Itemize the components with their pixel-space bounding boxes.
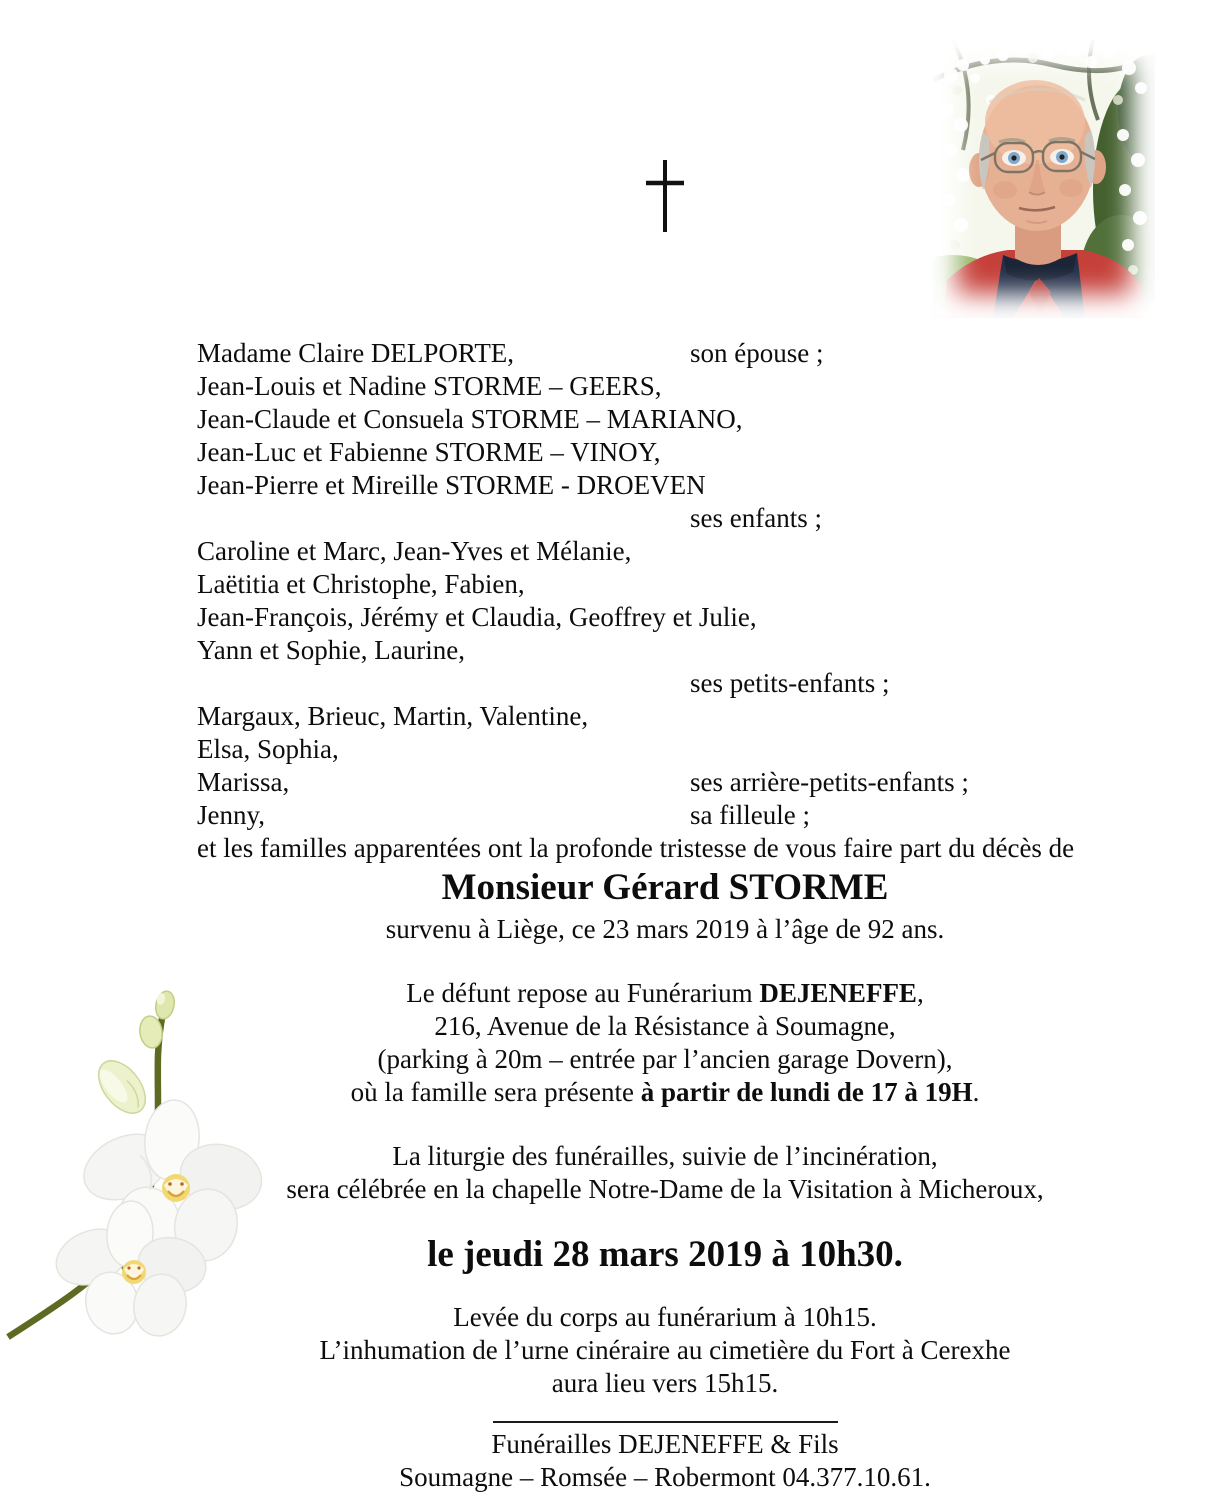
schedule-line-2: L’inhumation de l’urne cinéraire au cimetière du Fort à Cerexhe — [319, 1335, 1011, 1365]
relation-label: ses enfants ; — [690, 503, 822, 533]
relation-label: sa filleule ; — [690, 800, 810, 830]
family-name: Jean-François, Jérémy et Claudia, Geoffrey et Julie, — [197, 602, 757, 632]
family-line — [197, 469, 1157, 502]
family-list — [197, 337, 1157, 865]
family-name: Elsa, Sophia, — [197, 734, 339, 764]
funeral-locations-phone: Soumagne – Romsée – Robermont 04.377.10.61. — [399, 1462, 931, 1492]
repose-line1-pre: Le défunt repose au Funérarium — [406, 978, 760, 1008]
family-line — [197, 634, 1157, 667]
family-line — [197, 601, 1157, 634]
family-line — [197, 502, 1157, 535]
schedule-line-3: aura lieu vers 15h15. — [551, 1368, 779, 1398]
family-line — [197, 403, 1157, 436]
schedule-paragraph — [116, 1301, 1214, 1400]
funeral-home-name: DEJENEFFE — [759, 978, 917, 1008]
death-details: survenu à Liège, ce 23 mars 2019 à l’âge de 92 ans. — [385, 914, 945, 944]
ceremony-line-1: La liturgie des funérailles, suivie de l’incinération, — [392, 1141, 938, 1171]
white-orchid-image — [0, 985, 275, 1355]
footer — [116, 1428, 1214, 1494]
family-line — [197, 799, 1157, 832]
family-line — [197, 667, 1157, 700]
closing-line — [197, 832, 1157, 865]
repose-line-1 — [116, 977, 1214, 1010]
repose-line1-post: , — [916, 978, 924, 1008]
repose-line-4 — [116, 1076, 1214, 1109]
family-name: Madame Claire DELPORTE, — [197, 338, 515, 368]
deceased-portrait-photo — [933, 40, 1155, 318]
footer-divider — [493, 1421, 838, 1423]
family-line — [197, 733, 1157, 766]
family-name: Marissa, — [197, 767, 290, 797]
family-name: Laëtitia et Christophe, Fabien, — [197, 569, 525, 599]
family-line — [197, 568, 1157, 601]
family-name: Jean-Louis et Nadine STORME – GEERS, — [197, 371, 662, 401]
funeral-company: Funérailles DEJENEFFE & Fils — [491, 1429, 839, 1459]
repose-line4-post: . — [972, 1077, 980, 1107]
family-line — [197, 337, 1157, 370]
family-name: Jenny, — [197, 800, 265, 830]
family-name: Yann et Sophie, Laurine, — [197, 635, 465, 665]
family-name: Jean-Luc et Fabienne STORME – VINOY, — [197, 437, 661, 467]
deceased-name-title: Monsieur Gérard STORME — [441, 867, 889, 908]
family-line — [197, 370, 1157, 403]
latin-cross-icon — [638, 152, 693, 242]
repose-line-2: 216, Avenue de la Résistance à Soumagne, — [434, 1011, 896, 1041]
family-line — [197, 700, 1157, 733]
ceremony-paragraph — [116, 1140, 1214, 1206]
family-name: Jean-Pierre et Mireille STORME - DROEVEN — [197, 470, 706, 500]
relation-label: ses petits-enfants ; — [690, 668, 890, 698]
repose-line4-pre: où la famille sera présente — [350, 1077, 641, 1107]
visiting-hours: à partir de lundi de 17 à 19H — [640, 1077, 973, 1107]
relation-label: son épouse ; — [690, 338, 824, 368]
ceremony-date: le jeudi 28 mars 2019 à 10h30. — [427, 1234, 903, 1275]
relation-label: ses arrière-petits-enfants ; — [690, 767, 969, 797]
family-line — [197, 535, 1157, 568]
closing-text: et les familles apparentées ont la profonde tristesse de vous faire part du décès de — [197, 833, 1075, 863]
repose-line-3: (parking à 20m – entrée par l’ancien garage Dovern), — [377, 1044, 953, 1074]
family-line — [197, 766, 1157, 799]
family-name: Margaux, Brieuc, Martin, Valentine, — [197, 701, 589, 731]
ceremony-line-2: sera célébrée en la chapelle Notre-Dame de la Visitation à Micheroux, — [286, 1174, 1044, 1204]
repose-paragraph — [116, 977, 1214, 1109]
schedule-line-1: Levée du corps au funérarium à 10h15. — [453, 1302, 877, 1332]
family-line — [197, 436, 1157, 469]
family-name: Jean-Claude et Consuela STORME – MARIANO, — [197, 404, 743, 434]
family-name: Caroline et Marc, Jean-Yves et Mélanie, — [197, 536, 632, 566]
